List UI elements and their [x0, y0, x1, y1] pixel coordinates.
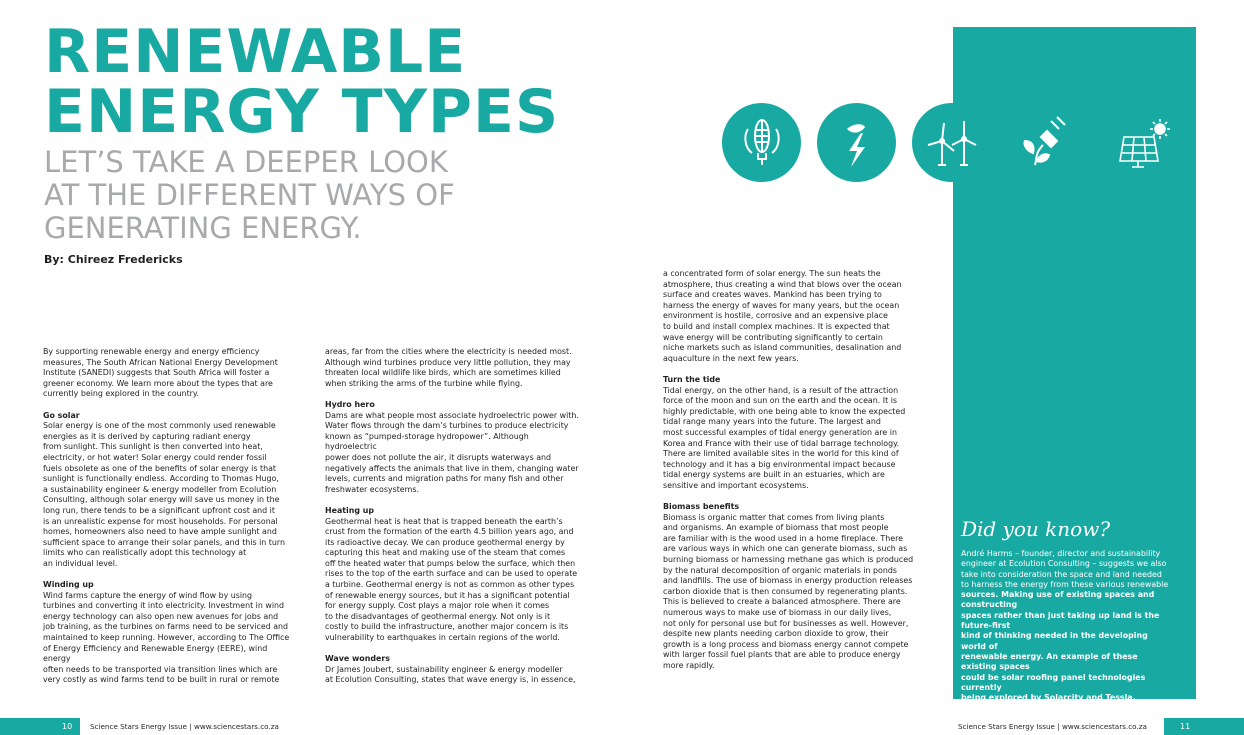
text-line: greener economy. We learn more about the types that are — [43, 378, 273, 388]
text-line: a turbine. Geothermal energy is not as common as other types — [325, 580, 575, 590]
text-line: costly to build the infrastructure, another major concern is its — [325, 622, 569, 632]
text-line: vulnerability to earthquakes in certain regions of the world. — [325, 633, 560, 643]
text-line: power does not pollute the air, it disrupts waterways and — [325, 452, 552, 462]
text-line: Dams are what people most associate hydroelectric power with. — [325, 410, 579, 420]
text-line: surface and creates waves. Mankind has been trying to — [663, 290, 882, 300]
did-you-know-text — [961, 549, 1169, 703]
text-line: atmosphere, thus creating a wind that blows over the ocean — [663, 279, 902, 289]
text-line: from sunlight. This sunlight is then converted into heat, — [43, 442, 263, 452]
footer-text-left: Science Stars Energy Issue | www.sciencestars.co.za — [90, 722, 279, 731]
text-line: Geothermal heat is heat that is trapped beneath the earth’s — [325, 516, 563, 526]
text-line: Water flows through the dam’s turbines to produce electricity — [325, 421, 569, 431]
text-line: rises to the top of the earth surface and can be used to operate — [325, 569, 578, 579]
byline: By: Chireez Fredericks — [44, 253, 183, 266]
text-line: Consulting, although solar energy will save us money in the — [43, 495, 280, 505]
text-line: sufficient space to arrange their solar panels, and this in turn — [43, 537, 286, 547]
article-column-1 — [43, 347, 295, 686]
text-line: to the disadvantages of geothermal energy. Not only is it — [325, 611, 551, 621]
solar-panel-icon — [1102, 103, 1181, 182]
text-line: Solar energy is one of the most commonly used renewable — [43, 421, 276, 431]
text-line: There are limited available sites in the world for this kind of — [663, 449, 899, 459]
text-line: Dr James Joubert, sustainability engineer & energy modeller — [325, 664, 563, 674]
text-line: long run, there tends to be a significant upfront cost and it — [43, 505, 275, 515]
text-line: Korea and France with their use of tidal barrage technology. — [663, 438, 900, 448]
page-title-line2: ENERGY TYPES — [44, 77, 560, 147]
text-line: off the heated water that pumps below the surface, which then — [325, 558, 576, 568]
text-line: its radioactive decay. We can produce geothermal energy by — [325, 537, 565, 547]
text-line: fuels obsolete as one of the benefits of solar energy is that — [43, 463, 277, 473]
text-line: despite new plants needing carbon dioxide to grow, their — [663, 629, 889, 639]
text-line: of Energy Efficiency and Renewable Energy (EERE), wind energy — [43, 643, 268, 664]
text-line: force of the moon and sun on the earth and the ocean. It is — [663, 396, 898, 406]
footer-text-right: Science Stars Energy Issue | www.sciencestars.co.za — [958, 722, 1147, 731]
text-line: limits who can realistically adopt this technology at — [43, 548, 247, 558]
text-line: for energy supply. Cost plays a major role when it comes — [325, 601, 550, 611]
section-heading-wave: Wave wonders — [325, 654, 390, 664]
text-line: Tidal energy, on the other hand, is a result of the attraction — [663, 385, 899, 395]
text-line: burning biomass or harnessing methane gas which is produced — [663, 555, 914, 565]
text-line: a concentrated form of solar energy. The sun heats the — [663, 269, 881, 278]
text-line: highly predictable, with one being able to know the expected — [663, 406, 906, 416]
text-line: are various ways in which one can generate biomass, such as — [663, 544, 908, 554]
text-line: By supporting renewable energy and energy efficiency — [43, 347, 260, 356]
text-line: with larger fossil fuel plants that are able to produce energy — [663, 650, 901, 660]
subtitle-line: LET’S TAKE A DEEPER LOOK — [44, 145, 448, 179]
text-line: are familiar with is the wood used in a home fireplace. There — [663, 533, 904, 543]
text-line: turbines and converting it into electricity. Investment in wind — [43, 601, 285, 611]
text-line: most successful examples of tidal energy generation are in — [663, 427, 897, 437]
text-line: spaces rather than just taking up land is the future-first — [961, 610, 1160, 631]
text-line: to build and install complex machines. It is expected that — [663, 321, 890, 331]
text-line: engineer at Ecolution Consulting – suggests we also — [961, 559, 1167, 569]
text-line: sensitive and important ecosystems. — [663, 480, 809, 490]
section-heading-wind: Winding up — [43, 580, 94, 590]
text-line: very costly as wind farms tend to be built in rural or remote — [43, 675, 280, 685]
section-heading-tidal: Turn the tide — [663, 374, 721, 384]
text-line: aquaculture in the next few years. — [663, 353, 799, 363]
leaf-lightning-icon — [817, 103, 896, 182]
text-line: Institute (SANEDI) suggests that South Africa will foster a — [43, 368, 270, 378]
text-line: carbon dioxide that is then consumed by regenerating plants. — [663, 586, 908, 596]
text-line: capturing this heat and making use of the steam that comes — [325, 548, 566, 558]
text-line: numerous ways to make use of biomass in our daily lives, — [663, 608, 892, 617]
subtitle-line: GENERATING ENERGY. — [44, 211, 362, 245]
text-line: Although wind turbines produce very little pollution, they may — [325, 357, 571, 367]
text-line: not only for personal use but for businesses as well. However, — [663, 618, 909, 628]
text-line: measures, The South African National Energy Development — [43, 357, 278, 367]
text-line: This is believed to create a balanced atmosphere. There are — [663, 597, 901, 607]
text-line: tidal energy systems are built in an estuaries, which are — [663, 470, 885, 480]
section-heading-solar: Go solar — [43, 410, 80, 420]
text-line: areas, far from the cities where the electricity is needed most. — [325, 347, 572, 356]
text-line: and landfills. The use of biomass in energy production releases — [663, 576, 913, 586]
text-line: more rapidly. — [663, 660, 715, 670]
text-line: known as “pumped-storage hydropower”. Although hydroelectric — [325, 431, 529, 452]
text-line: being explored by Solarcity and Tessla. — [961, 693, 1136, 703]
text-line: take into consideration the space and land needed — [961, 569, 1162, 579]
text-line: a sustainability engineer & energy modeller from Ecolution — [43, 484, 277, 494]
text-line: energies as it is derived by capturing radiant energy — [43, 431, 251, 441]
page-title-line1: RENEWABLE — [44, 17, 467, 87]
footer-bar-right — [1164, 718, 1244, 735]
text-line: crust from the formation of the earth 4.5 billion years ago, and — [325, 527, 574, 537]
text-line: growth is a long process and biomass energy cannot compete — [663, 639, 909, 649]
text-line: at Ecolution Consulting, states that wave energy is, in essence, — [325, 675, 576, 685]
text-line: when striking the arms of the turbine while flying. — [325, 378, 523, 388]
text-line: an individual level. — [43, 558, 118, 568]
text-line: tidal range many years into the future. The largest and — [663, 417, 881, 427]
text-line: maintained to keep running. However, according to The Office — [43, 633, 290, 643]
plug-leaf-icon — [1007, 103, 1086, 182]
text-line: niche markets such as island communities, desalination and — [663, 343, 902, 353]
text-line: renewable energy. An example of these existing spaces — [961, 651, 1138, 672]
text-line: environment is hostile, corrosive and an expensive place — [663, 311, 888, 321]
section-heading-geothermal: Heating up — [325, 505, 375, 515]
section-heading-biomass: Biomass benefits — [663, 502, 740, 512]
text-line: freshwater ecosystems. — [325, 484, 419, 494]
text-line: kind of thinking needed in the developing world of — [961, 631, 1148, 651]
text-line: often needs to be transported via transition lines which are — [43, 664, 278, 674]
text-line: sunlight is functionally endless. According to Thomas Hugo, — [43, 474, 279, 484]
did-you-know-title: Did you know? — [961, 517, 1111, 541]
text-line: and organisms. An example of biomass that most people — [663, 523, 889, 533]
text-line: electricity, or hot water! Solar energy could render fossil — [43, 452, 267, 462]
text-line: by the natural decomposition of organic materials in ponds — [663, 565, 897, 575]
text-line: sources. Making use of existing spaces and constructing — [961, 590, 1155, 610]
text-line: Wind farms capture the energy of wind flow by using — [43, 590, 253, 600]
wind-turbines-icon — [912, 103, 991, 182]
subtitle-line: AT THE DIFFERENT WAYS OF — [44, 178, 455, 212]
section-heading-hydro: Hydro hero — [325, 399, 375, 409]
text-line: energy technology can also open new avenues for jobs and — [43, 611, 279, 621]
text-line: job training, as the turbines on farms need to be serviced and — [43, 622, 289, 632]
corn-biofuel-icon — [722, 103, 801, 182]
article-column-2 — [325, 347, 581, 686]
text-line: wave energy will be contributing significantly to certain — [663, 332, 883, 342]
text-line: levels, currents and migration paths for many fish and other — [325, 474, 564, 484]
text-line: negatively affects the animals that live in them, changing water — [325, 463, 579, 473]
text-line: to harness the energy from these various renewable — [961, 579, 1169, 589]
text-line: André Harms – founder, director and sustainability — [961, 549, 1161, 558]
subtitle — [44, 146, 544, 245]
page-number-left: 10 — [62, 722, 73, 731]
text-line: could be solar roofing panel technologies currently — [961, 672, 1146, 692]
article-column-3 — [663, 269, 919, 672]
text-line: homes, homeowners also need to have ample sunlight and — [43, 527, 277, 537]
text-line: technology and it has a big environmental impact because — [663, 459, 896, 469]
page-number-right: 11 — [1180, 722, 1191, 731]
text-line: currently being explored in the country. — [43, 389, 199, 399]
text-line: of renewable energy sources, but it has a significant potential — [325, 590, 570, 600]
text-line: is an unrealistic expense for most households. For personal — [43, 516, 278, 526]
text-line: Biomass is organic matter that comes from living plants — [663, 512, 885, 522]
text-line: threaten local wildlife like birds, which are sometimes killed — [325, 368, 561, 378]
text-line: harness the energy of waves for many years, but the ocean — [663, 300, 900, 310]
